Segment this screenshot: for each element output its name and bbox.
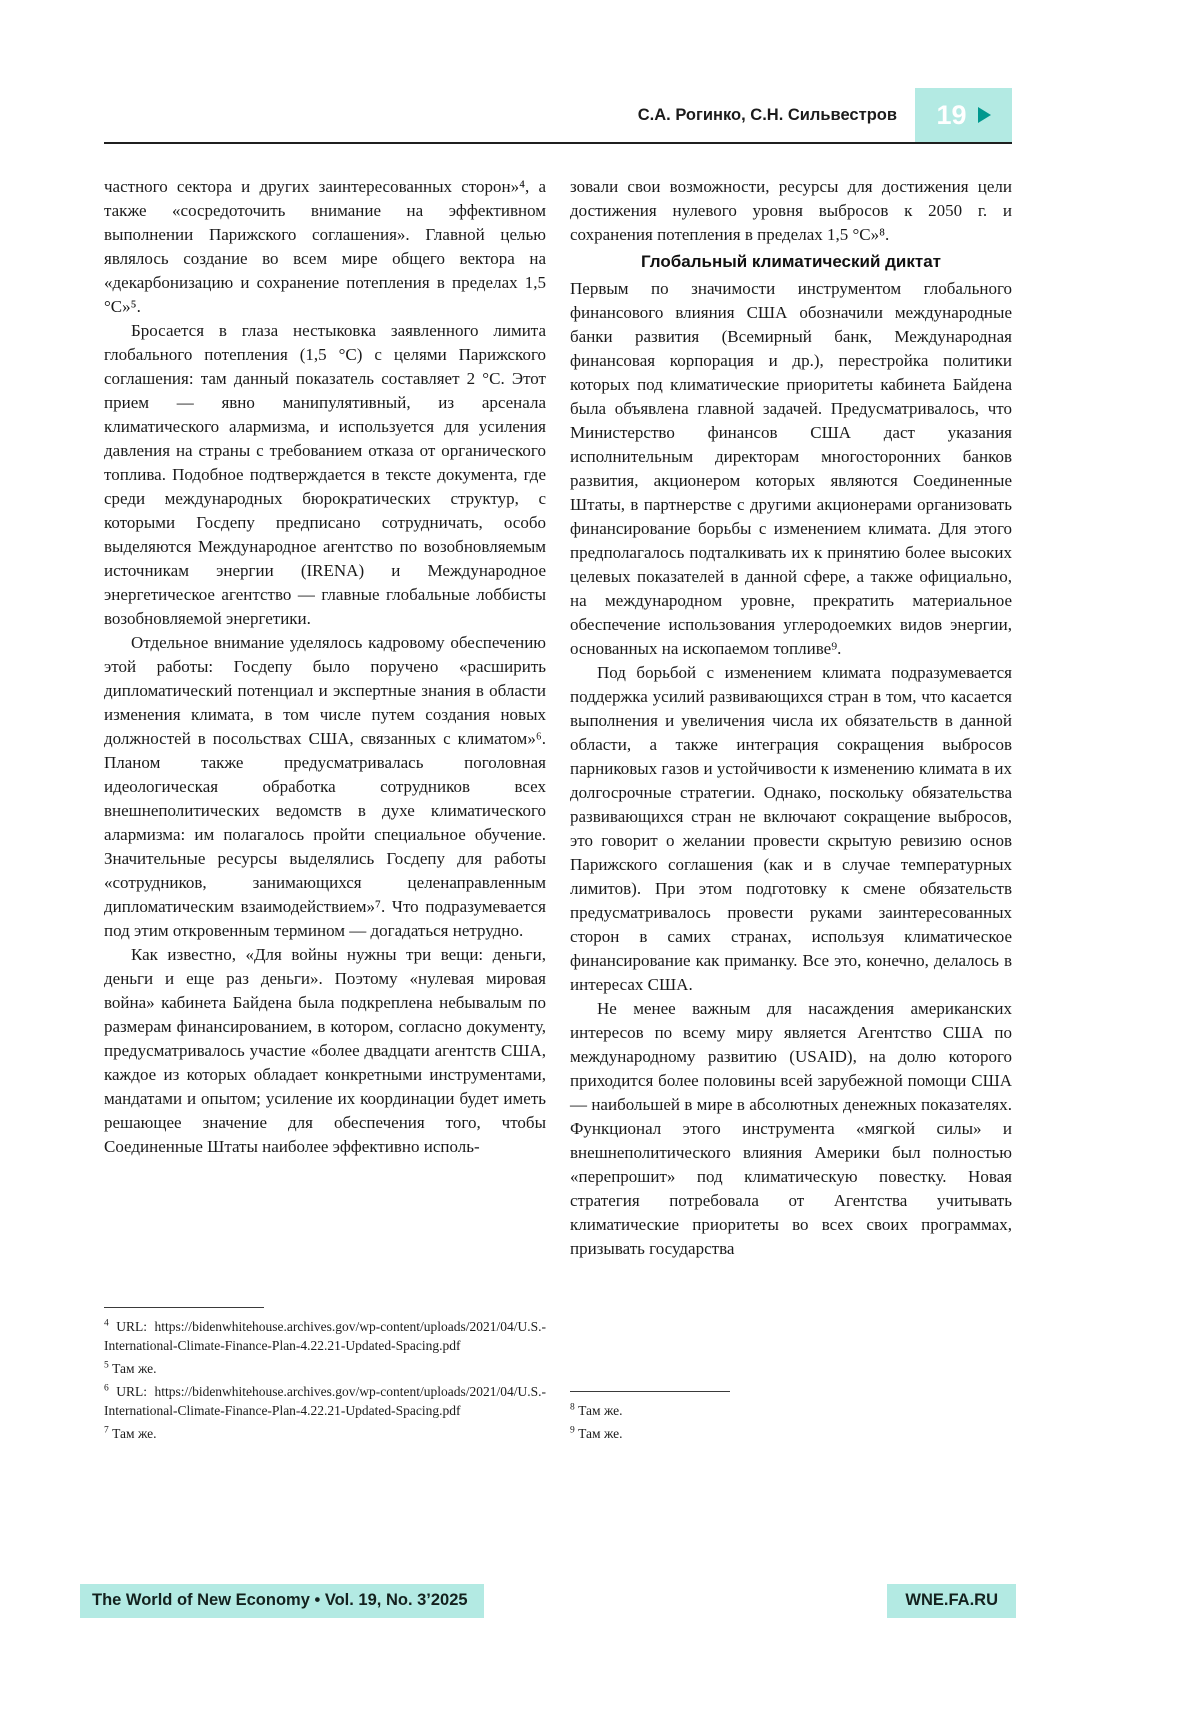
footnote bbox=[104, 1359, 546, 1378]
paragraph: Под борьбой с изменением климата подразумевается поддержка усилий развивающихся стран в том, что касается выполнения и увеличения числа их обязательств в данной области, а также интеграция сокращения выбросов парниковых газов и устойчивости к изменению климата в их долгосрочные стратегии. Однако, поскольку обязательства развивающихся стран не включают сокращение выбросов, это говорит о желании провести скрытую ревизию основ Парижского соглашения (как и в случае температурных лимитов). При этом подготовку к смене обязательств предусматривалось провести руками заинтересованных сторон в самих странах, используя климатическое финансирование как приманку. Все это, конечно, делалось в интересах США. bbox=[570, 663, 1012, 994]
page-header bbox=[104, 88, 1012, 144]
footnote-number: 7 bbox=[104, 1425, 109, 1436]
footnote-text: Там же. bbox=[578, 1426, 623, 1441]
footnote bbox=[104, 1317, 546, 1355]
right-footnotes bbox=[570, 1383, 1012, 1447]
arrow-right-icon bbox=[978, 107, 991, 123]
paragraph: Не менее важным для насаждения американских интересов по всему миру является Агентство США по международному развитию (USAID), на долю которого приходится более половины всей зарубежной помощи США — наибольшей в мире в абсолютных денежных показателях. Функционал этого инструмента «мягкой силы» и внешнеполитического влияния Америки был полностью «перепрошит» под климатическую повестку. Новая стратегия потребовала от Агентства учитывать климатические приоритеты во всех своих программах, призывать государства bbox=[570, 999, 1012, 1258]
footnote bbox=[570, 1401, 1012, 1420]
right-column bbox=[570, 175, 1012, 1447]
footnote-text: Там же. bbox=[112, 1361, 157, 1376]
footnote-text: Там же. bbox=[578, 1403, 623, 1418]
article-body bbox=[104, 175, 1012, 1447]
left-column bbox=[104, 175, 546, 1447]
website-link[interactable]: WNE.FA.RU bbox=[887, 1584, 1016, 1618]
paragraph: Бросается в глаза нестыковка заявленного лимита глобального потепления (1,5 °С) с целями Парижского соглашения: там данный показатель составляет 2 °С. Этот прием — явно манипулятивный, из арсенала климатического алармизма, и используется для усиления давления на страны с требованием отказа от органического топлива. Подобное подтверждается в тексте документа, где среди международных бюрократических структур, с которыми Госдепу предписано сотрудничать, особо выделяются Международное агентство по возобновляемым источникам энергии (IRENA) и Международное энергетическое агентство — главные глобальные лоббисты возобновляемой энергетики. bbox=[104, 321, 546, 628]
footnote-url[interactable]: URL: https://bidenwhitehouse.archives.gov/wp-content/uploads/2021/04/U.S.-International-Climate-Finance-Plan-4.22.21-Updated-Spacing.pdf bbox=[104, 1384, 547, 1418]
paragraph: Отдельное внимание уделялось кадровому обеспечению этой работы: Госдепу было поручено «расширить дипломатический потенциал и экспертные знания в области изменения климата, в том числе путем создания новых должностей в посольствах США, связанных с климатом»⁶. Планом также предусматривалась поголовная идеологическая обработка сотрудников всех внешнеполитических ведомств в духе климатического алармизма: им полагалось пройти специальное обучение. Значительные ресурсы выделялись Госдепу для работы «сотрудников, занимающихся целенаправленным дипломатическим взаимодействием»⁷. Что подразумевается под этим откровенным термином — догадаться нетрудно. bbox=[104, 633, 546, 940]
paragraph: Как известно, «Для войны нужны три вещи: деньги, деньги и еще раз деньги». Поэтому «нулевая мировая война» кабинета Байдена была подкреплена небывалым по размерам финансированием, в котором, согласно документу, предусматривалось участие «более двадцати агентств США, каждое из которых обладает конкретными инструментами, мандатами и опытом; усиление их координации будет иметь решающее значение для обеспечения того, чтобы Соединенные Штаты наиболее эффективно исполь- bbox=[104, 945, 546, 1156]
paragraph: частного сектора и других заинтересованных сторон»⁴, а также «сосредоточить внимание на эффективном выполнении Парижского соглашения». Главной целью являлось создание во всем мире общего вектора на «декарбонизацию и сохранение потепления в пределах 1,5 °С»⁵. bbox=[104, 177, 546, 316]
footnote bbox=[570, 1424, 1012, 1443]
footnote-number: 5 bbox=[104, 1360, 109, 1371]
footnote-number: 8 bbox=[570, 1402, 575, 1413]
footnote-url[interactable]: URL: https://bidenwhitehouse.archives.gov/wp-content/uploads/2021/04/U.S.-International-Climate-Finance-Plan-4.22.21-Updated-Spacing.pdf bbox=[104, 1319, 547, 1353]
paragraph: зовали свои возможности, ресурсы для достижения цели достижения нулевого уровня выбросов к 2050 г. и сохранения потепления в пределах 1,5 °С»⁸. bbox=[570, 177, 1012, 244]
left-footnotes bbox=[104, 1299, 546, 1447]
footnote bbox=[104, 1382, 546, 1420]
footnote-number: 9 bbox=[570, 1425, 575, 1436]
authors: С.А. Рогинко, С.Н. Сильвестров bbox=[637, 105, 897, 124]
page-number-box bbox=[915, 88, 1012, 142]
page-number: 19 bbox=[936, 99, 967, 130]
page-footer bbox=[80, 1584, 1016, 1618]
footnote-divider bbox=[104, 1307, 264, 1308]
footnote-divider bbox=[570, 1391, 730, 1392]
paragraph: Первым по значимости инструментом глобального финансового влияния США обозначили международные банки развития (Всемирный банк, Международная финансовая корпорация и др.), перестройка политики которых под климатические приоритеты кабинета Байдена была объявлена главной задачей. Предусматривалось, что Министерство финансов США даст указания исполнительным директорам многосторонних банков развития, акционером которых являются Соединенные Штаты, в партнерстве с другими акционерами организовать финансирование борьбы с изменением климата. Для этого предполагалось подталкивать их к принятию более высоких целевых показателей в данной сфере, а также официально, на международном уровне, прекратить материальное обеспечение использования углеродоемких видов энергии, основанных на ископаемом топливе⁹. bbox=[570, 279, 1012, 658]
section-heading: Глобальный климатический диктат bbox=[640, 252, 941, 271]
footnote-text: Там же. bbox=[112, 1426, 157, 1441]
journal-info: The World of New Economy • Vol. 19, No. 3’2025 bbox=[80, 1584, 484, 1618]
footnote bbox=[104, 1424, 546, 1443]
footnote-number: 4 bbox=[104, 1318, 109, 1329]
footnote-number: 6 bbox=[104, 1383, 109, 1394]
